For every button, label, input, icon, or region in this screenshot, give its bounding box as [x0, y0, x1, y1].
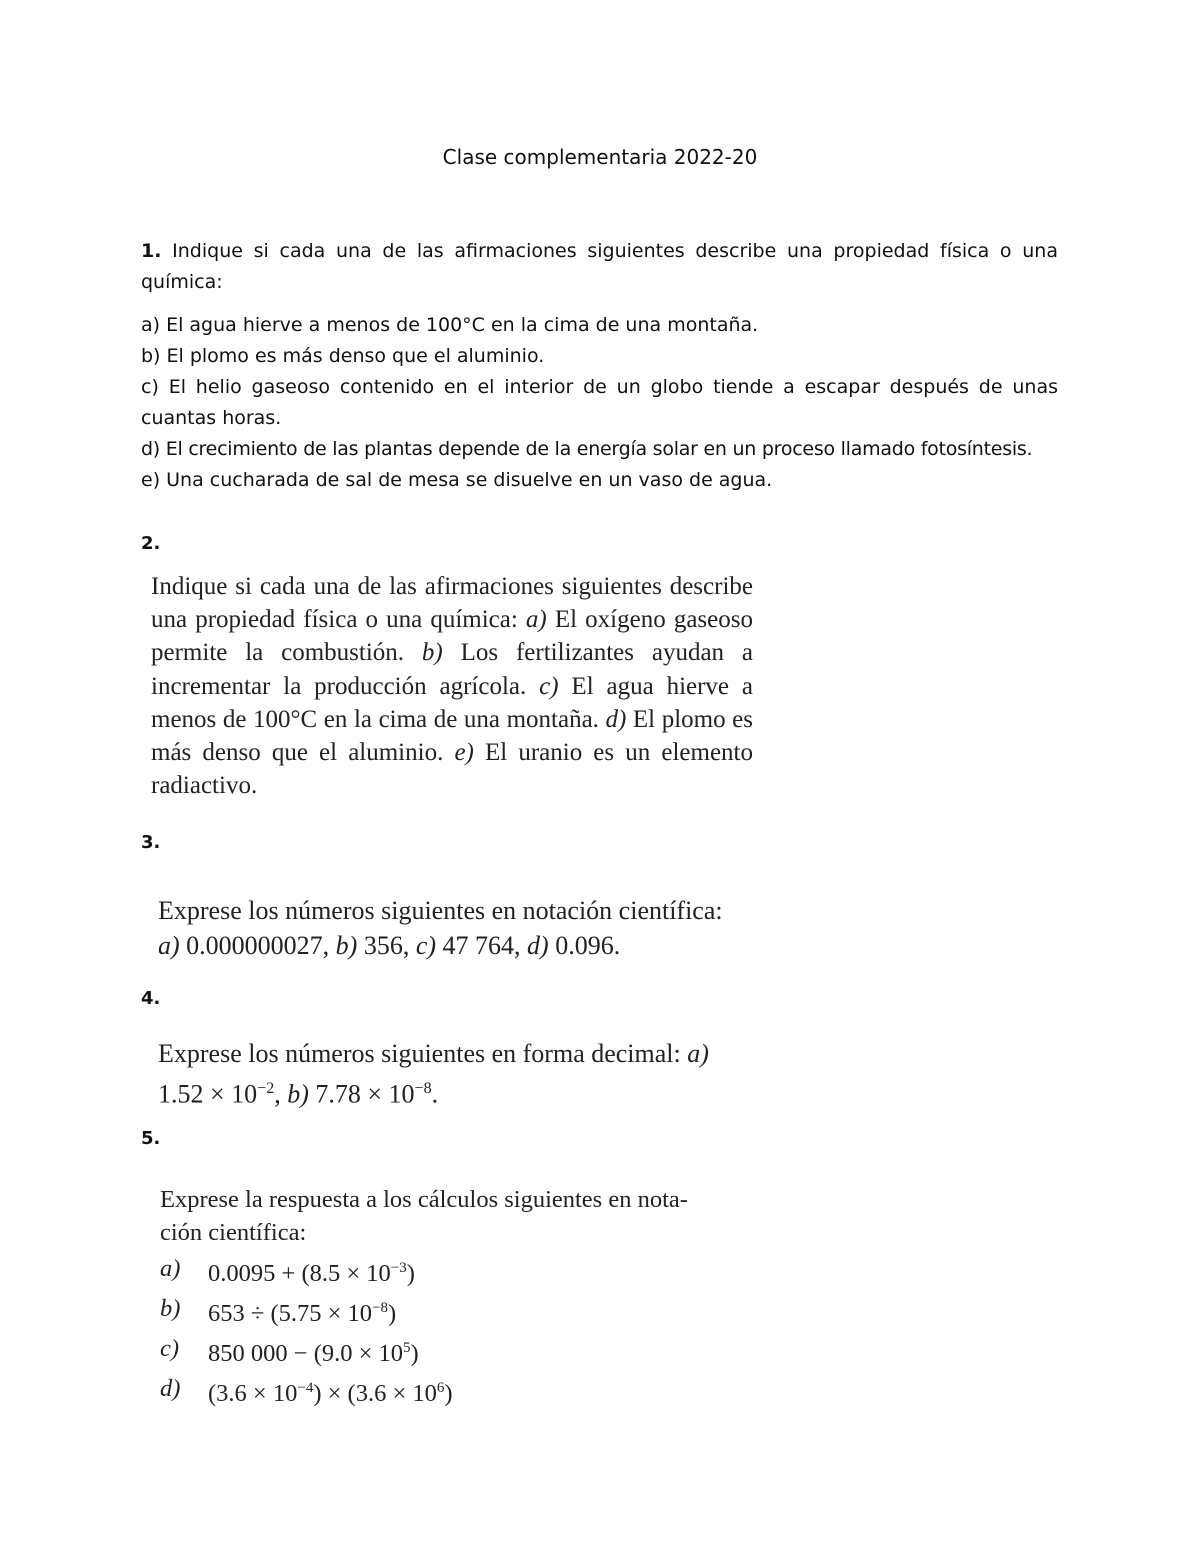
question-5-number: 5.	[141, 1128, 161, 1149]
question-4-label-a: a)	[687, 1039, 709, 1068]
question-4-label-b: b)	[287, 1079, 309, 1109]
question-3-part-c: 47 764,	[436, 931, 528, 960]
question-1-item-a: a) El agua hierve a menos de 100°C en la cima de una montaña.	[141, 314, 759, 336]
question-5-label-c: c)	[160, 1335, 180, 1363]
question-1-item-e: e) Una cucharada de sal de mesa se disuelve en un vaso de agua.	[141, 469, 773, 491]
question-4-line-1	[158, 1036, 798, 1071]
question-5-item-a	[160, 1252, 760, 1290]
question-4-b-base: 7.78 × 10	[308, 1079, 415, 1109]
question-5-item-b	[160, 1292, 760, 1330]
question-3-line-1: Exprese los números siguientes en notación científica:	[158, 896, 723, 925]
question-4-line-2	[158, 1071, 798, 1112]
question-5-intro-2: ción científica:	[160, 1219, 307, 1246]
question-2-label-d: d)	[605, 705, 627, 733]
question-5-d-post: ) × (3.6 × 10	[313, 1380, 437, 1408]
question-4-b-exponent: −8	[414, 1080, 432, 1097]
question-2-part-d: El plomo es más denso que el aluminio.	[151, 705, 753, 767]
question-3-label-d: d)	[527, 931, 549, 960]
question-4-intro: Exprese los números siguientes en forma decimal:	[158, 1039, 688, 1068]
question-5-d-post-2: )	[444, 1380, 453, 1408]
question-2-text	[151, 570, 753, 802]
question-2-label-a: a)	[525, 606, 547, 634]
question-5-a-exponent: −3	[390, 1260, 407, 1276]
question-5-c-pre: 850 000 − (9.0 × 10	[208, 1340, 404, 1368]
question-1-stem	[141, 236, 1058, 298]
question-5-item-d	[160, 1372, 760, 1410]
question-3-part-b: 356,	[357, 931, 416, 960]
question-1-number: 1.	[141, 240, 162, 262]
question-1	[141, 236, 1058, 496]
question-3-label-c: c)	[415, 931, 437, 960]
question-5-b-pre: 653 ÷ (5.75 × 10	[208, 1300, 373, 1328]
question-3-label-b: b)	[335, 931, 358, 960]
question-3-number: 3.	[141, 832, 161, 853]
question-4-a-exponent: −2	[257, 1080, 275, 1097]
question-5-a-post: )	[406, 1260, 415, 1288]
question-4-end: .	[431, 1079, 439, 1109]
question-5-c-post: )	[410, 1340, 419, 1368]
question-5-intro-1: Exprese la respuesta a los cálculos siguientes en nota-	[160, 1186, 688, 1213]
question-4-text	[158, 1036, 798, 1112]
question-2-number: 2.	[141, 533, 161, 554]
question-2-part-e: El uranio es un elemento radiactivo.	[151, 739, 753, 800]
question-2-label-e: e)	[454, 739, 474, 767]
question-1-item-b: b) El plomo es más denso que el aluminio.	[141, 345, 545, 367]
question-5-a-pre: 0.0095 + (8.5 × 10	[208, 1260, 391, 1288]
question-5-d-exponent: −4	[297, 1380, 314, 1397]
question-5-label-d: d)	[160, 1375, 181, 1403]
question-3-line-2	[158, 928, 818, 963]
question-5-text	[160, 1183, 760, 1411]
page-title: Clase complementaria 2022-20	[442, 145, 758, 169]
question-5-label-a: a)	[160, 1255, 181, 1282]
question-5-label-b: b)	[160, 1295, 181, 1323]
question-1-item-c: c) El helio gaseoso contenido en el interior de un globo tiende a escapar después de unas cuantas horas.	[141, 376, 1058, 429]
question-4-number: 4.	[141, 988, 161, 1009]
question-3-text	[158, 893, 818, 963]
question-5-d-pre: (3.6 × 10	[208, 1380, 298, 1408]
question-4-a-base: 1.52 × 10	[158, 1079, 258, 1109]
question-1-item-d: d) El crecimiento de las plantas depende de la energía solar en un proceso llamado fotosíntesis.	[141, 438, 1033, 460]
question-1-text: Indique si cada una de las afirmaciones siguientes describe una propiedad física o una química:	[141, 240, 1058, 293]
question-5-c-exponent: 5	[403, 1340, 411, 1357]
question-5-d-exponent-2: 6	[436, 1380, 445, 1397]
question-5-b-post: )	[388, 1300, 397, 1328]
question-2-intro: Indique si cada una de las afirmaciones siguientes describe una propiedad física o una química:	[151, 573, 753, 634]
question-2-part-a: El oxígeno gaseoso permite la combustión.	[151, 606, 753, 667]
question-3-label-a: a)	[158, 931, 180, 960]
question-2-part-b: Los fertilizantes ayudan a incrementar la producción agrícola.	[151, 639, 753, 700]
question-5-item-c	[160, 1332, 760, 1370]
question-2-label-b: b)	[421, 639, 443, 667]
question-2-label-c: c)	[539, 672, 559, 700]
question-4-separator: ,	[274, 1079, 288, 1109]
question-2-part-c: El agua hierve a menos de 100°C en la cima de una montaña.	[151, 672, 753, 733]
question-5-b-exponent: −8	[372, 1300, 389, 1317]
question-3-part-d: 0.096.	[548, 931, 621, 960]
question-3-part-a: 0.000000027,	[179, 931, 336, 960]
